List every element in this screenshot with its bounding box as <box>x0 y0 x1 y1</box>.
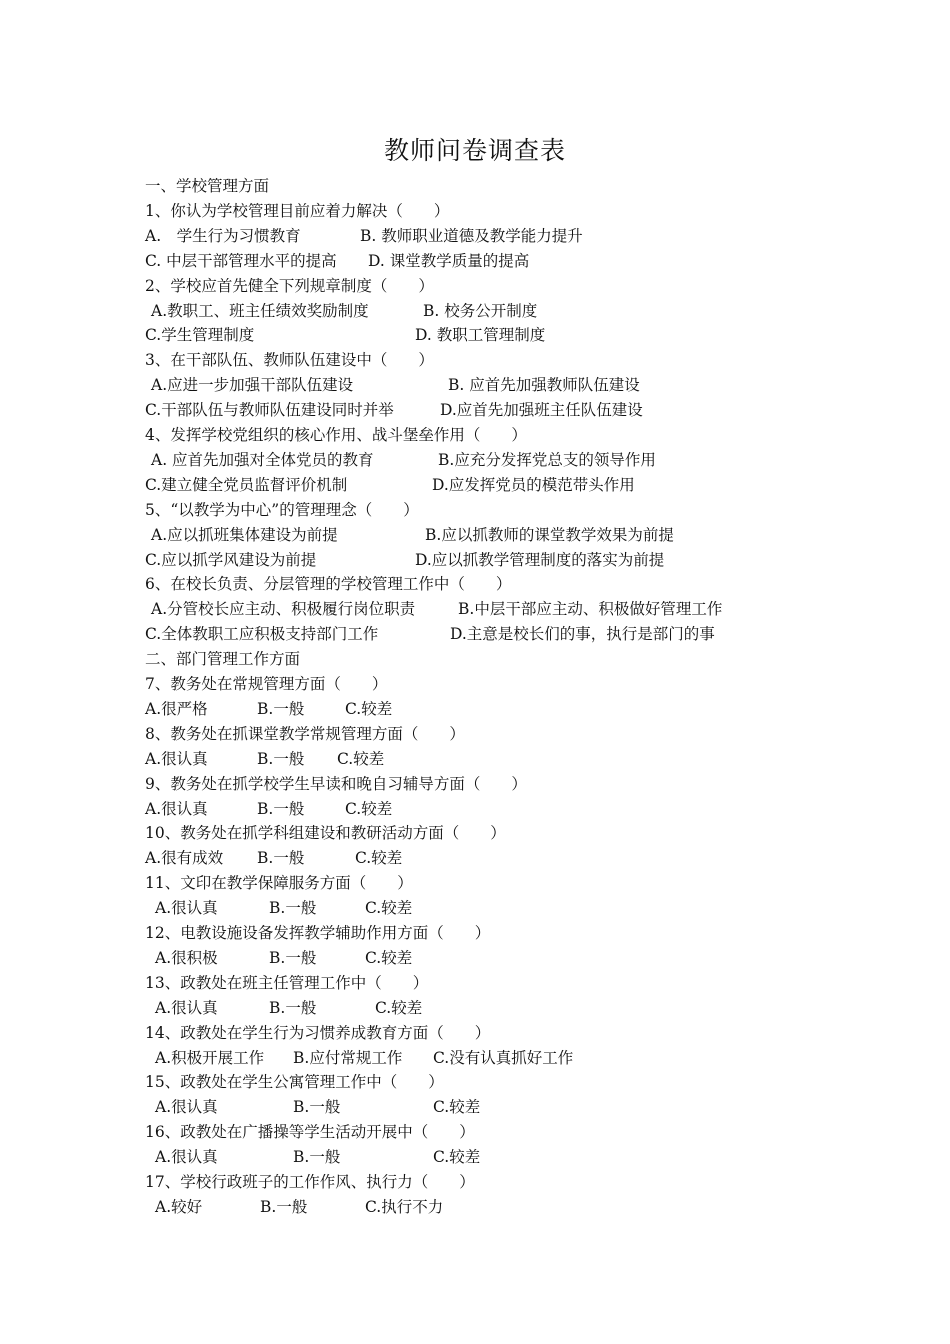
option-text: B.一般 <box>257 849 305 868</box>
option-text: A.很认真 <box>155 998 218 1017</box>
option-text: C.较差 <box>365 899 413 918</box>
option-text: C.较差 <box>375 998 423 1017</box>
option-text: A.很有成效 <box>145 849 224 868</box>
document-title: 教师问卷调查表 <box>383 136 566 165</box>
question-text: 16、政教处在广播操等学生活动开展中（ ） <box>145 1123 475 1142</box>
option-text: C.学生管理制度 <box>145 326 255 345</box>
option-text: C.较差 <box>337 749 385 768</box>
question-text: 一、学校管理方面 <box>145 177 270 195</box>
option-text: C.较差 <box>365 948 413 967</box>
question-text: 3、在干部队伍、教师队伍建设中（ ） <box>145 351 434 370</box>
option-text: C.应以抓学风建设为前提 <box>145 550 317 569</box>
question-text: 12、电教设施设备发挥教学辅助作用方面（ ） <box>145 924 491 942</box>
option-text: C.较差 <box>355 849 403 868</box>
option-text: B.应充分发挥党总支的领导作用 <box>438 450 656 469</box>
option-text: B.一般 <box>257 699 305 718</box>
question-text: 4、发挥学校党组织的核心作用、战斗堡垒作用（ ） <box>145 426 527 444</box>
option-text: B.一般 <box>293 1098 341 1117</box>
option-text: B.中层干部应主动、积极做好管理工作 <box>458 600 723 619</box>
option-text: D.主意是校长们的事，执行是部门的事 <box>450 625 715 644</box>
option-text: A.很认真 <box>145 749 208 768</box>
option-text: A.很积极 <box>155 948 218 967</box>
option-text: B.一般 <box>293 1148 341 1167</box>
question-text: 8、教务处在抓课堂教学常规管理方面（ ） <box>145 724 465 743</box>
option-text: C.较差 <box>433 1148 481 1167</box>
option-text: A.较好 <box>155 1197 203 1216</box>
option-text: C.干部队伍与教师队伍建设同时并举 <box>145 401 394 420</box>
option-text: D. 教职工管理制度 <box>415 326 546 345</box>
option-text: B.一般 <box>257 799 305 818</box>
option-text: C.没有认真抓好工作 <box>433 1048 574 1067</box>
option-text: A.应进一步加强干部队伍建设 <box>151 376 354 395</box>
option-text: A.教职工、班主任绩效奖励制度 <box>151 301 369 320</box>
question-text: 二、部门管理工作方面 <box>145 650 301 669</box>
question-text: 1、你认为学校管理目前应着力解决（ ） <box>145 201 450 220</box>
question-text: 11、文印在教学保障服务方面（ ） <box>145 874 413 893</box>
question-text: 9、教务处在抓学校学生早读和晚自习辅导方面（ ） <box>145 774 527 793</box>
option-text: B.一般 <box>269 948 317 967</box>
option-text: A. 应首先加强对全体党员的教育 <box>151 450 374 469</box>
question-text: 15、政教处在学生公寓管理工作中（ ） <box>145 1073 444 1092</box>
option-text: B. 教师职业道德及教学能力提升 <box>360 226 583 245</box>
option-text: A.积极开展工作 <box>155 1048 265 1067</box>
question-text: 2、学校应首先健全下列规章制度（ ） <box>145 276 434 295</box>
option-text: A.分管校长应主动、积极履行岗位职责 <box>151 600 416 619</box>
option-text: B.一般 <box>269 899 317 918</box>
option-text: C. 中层干部管理水平的提高 <box>145 251 337 270</box>
option-text: C.全体教职工应积极支持部门工作 <box>145 625 379 644</box>
option-text: B.一般 <box>257 749 305 768</box>
question-text: 10、教务处在抓学科组建设和教研活动方面（ ） <box>145 824 506 843</box>
option-text: B. 应首先加强教师队伍建设 <box>448 376 640 395</box>
question-text: 13、政教处在班主任管理工作中（ ） <box>145 973 429 992</box>
option-text: C.较差 <box>345 699 393 718</box>
option-text: B.应付常规工作 <box>293 1048 403 1067</box>
option-text: B.一般 <box>269 998 317 1017</box>
option-text: B.应以抓教师的课堂教学效果为前提 <box>425 525 674 544</box>
option-text: A. 学生行为习惯教育 <box>145 226 301 245</box>
option-text: D.应首先加强班主任队伍建设 <box>440 401 643 420</box>
option-text: B. 校务公开制度 <box>423 301 538 320</box>
question-text: 6、在校长负责、分层管理的学校管理工作中（ ） <box>145 575 512 594</box>
option-text: C.较差 <box>433 1098 481 1117</box>
question-text: 5、“以教学为中心”的管理理念（ ） <box>145 500 419 519</box>
option-text: C.执行不力 <box>365 1197 444 1216</box>
question-text: 7、教务处在常规管理方面（ ） <box>145 675 388 693</box>
question-text: 17、学校行政班子的工作作风、执行力（ ） <box>145 1173 475 1191</box>
option-text: A.很认真 <box>155 1148 218 1167</box>
option-text: C.建立健全党员监督评价机制 <box>145 475 348 494</box>
option-text: A.应以抓班集体建设为前提 <box>151 525 338 544</box>
option-text: C.较差 <box>345 799 393 818</box>
question-text: 14、政教处在学生行为习惯养成教育方面（ ） <box>145 1023 491 1042</box>
option-text: A.很认真 <box>155 899 218 918</box>
option-text: B.一般 <box>260 1197 308 1216</box>
option-text: D. 课堂教学质量的提高 <box>368 251 530 270</box>
option-text: D.应以抓教学管理制度的落实为前提 <box>415 550 665 569</box>
option-text: A.很认真 <box>145 799 208 818</box>
option-text: D.应发挥党员的模范带头作用 <box>432 475 635 494</box>
option-text: A.很严格 <box>145 699 208 718</box>
option-text: A.很认真 <box>155 1098 218 1117</box>
